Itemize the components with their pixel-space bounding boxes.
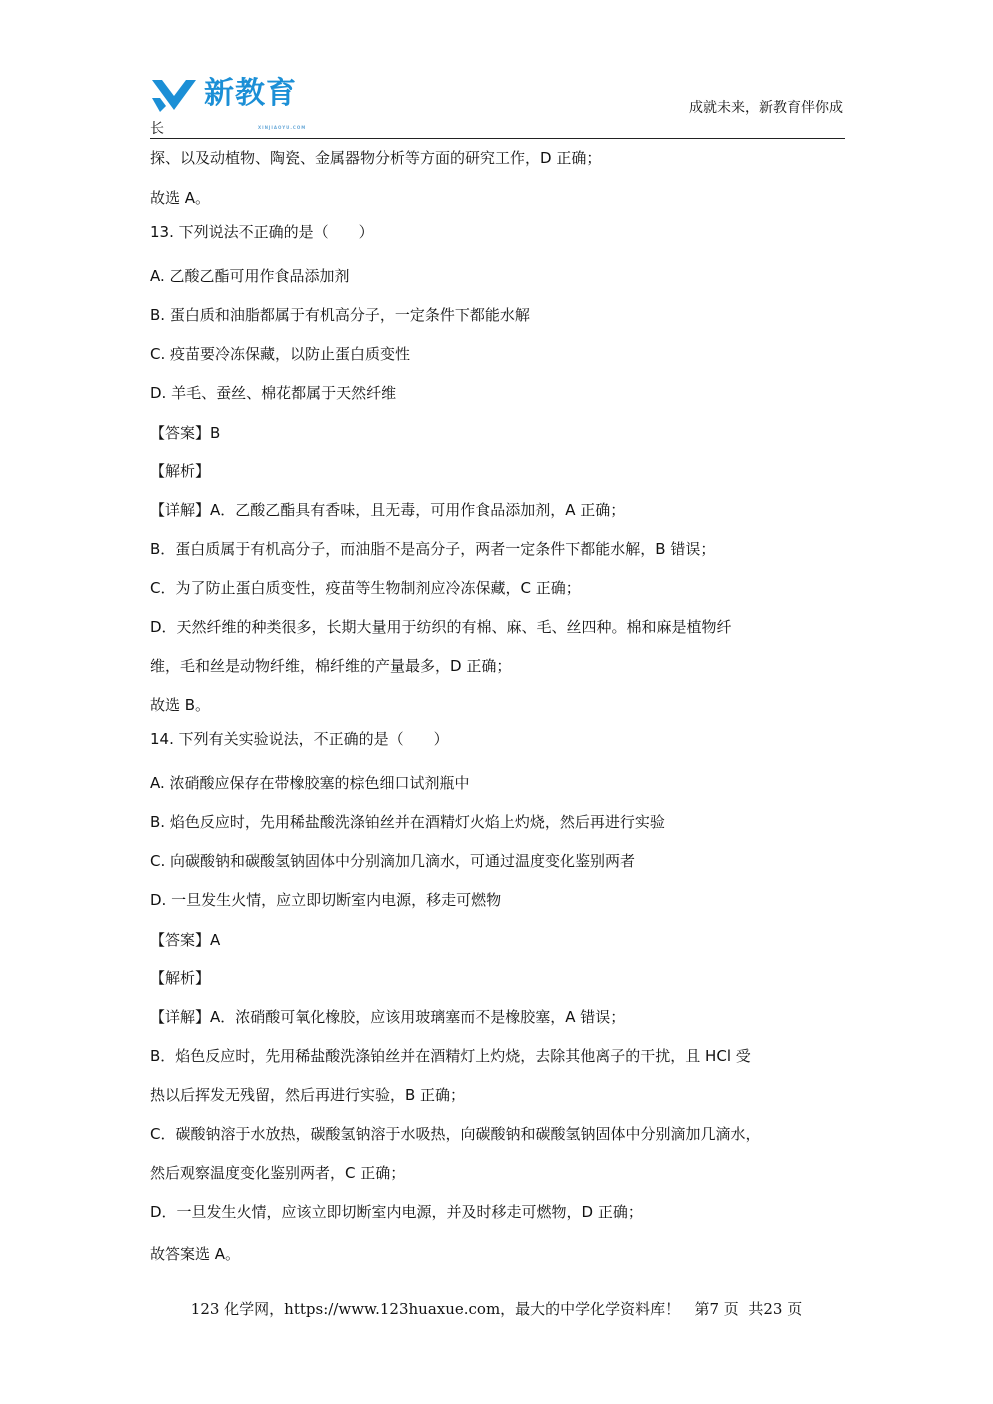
text-line: 故答案选 A。 xyxy=(150,1245,241,1263)
question-14: 14. 下列有关实验说法，不正确的是（ ） xyxy=(150,730,449,748)
option-d: D. 羊毛、蚕丝、棉花都属于天然纤维 xyxy=(150,384,397,402)
analysis-label: 【解析】 xyxy=(150,462,211,480)
footer-site: 123 化学网，https://www.123huaxue.com，最大的中学化学资料库！ xyxy=(190,1300,681,1318)
text-line: 故选 A。 xyxy=(150,189,211,207)
detail-line: 维，毛和丝是动物纤维，棉纤维的产量最多，D 正确； xyxy=(150,657,512,675)
footer-page-number: 第7 页 共23 页 xyxy=(694,1300,803,1318)
option-a: A. 浓硝酸应保存在带橡胶塞的棕色细口试剂瓶中 xyxy=(150,774,470,792)
brand-logo xyxy=(150,72,307,130)
detail-line: C．为了防止蛋白质变性，疫苗等生物制剂应冷冻保藏，C 正确； xyxy=(150,579,581,597)
option-c: C. 疫苗要冷冻保藏，以防止蛋白质变性 xyxy=(150,345,411,363)
question-13: 13. 下列说法不正确的是（ ） xyxy=(150,223,374,241)
option-c: C. 向碳酸钠和碳酸氢钠固体中分别滴加几滴水，可通过温度变化鉴别两者 xyxy=(150,852,636,870)
header-divider xyxy=(150,138,845,139)
detail-line: 【详解】A．乙酸乙酯具有香味，且无毒，可用作食品添加剂，A 正确； xyxy=(150,501,626,519)
detail-line: C．碳酸钠溶于水放热，碳酸氢钠溶于水吸热，向碳酸钠和碳酸氢钠固体中分别滴加几滴水， xyxy=(150,1125,761,1143)
header-slogan: 成就未来，新教育伴你成 xyxy=(689,100,843,116)
answer-label: 【答案】A xyxy=(150,931,221,949)
logo-mark-icon xyxy=(150,74,198,114)
detail-line: D．一旦发生火情，应该立即切断室内电源，并及时移走可燃物，D 正确； xyxy=(150,1203,643,1221)
detail-line: B．蛋白质属于有机高分子，而油脂不是高分子，两者一定条件下都能水解，B 错误； xyxy=(150,540,716,558)
analysis-label: 【解析】 xyxy=(150,969,211,987)
detail-line: 然后观察温度变化鉴别两者，C 正确； xyxy=(150,1164,406,1182)
option-b: B. 蛋白质和油脂都属于有机高分子，一定条件下都能水解 xyxy=(150,306,530,324)
option-a: A. 乙酸乙酯可用作食品添加剂 xyxy=(150,267,350,285)
logo-subtext: XINJIAOYU.COM xyxy=(258,125,307,130)
text-line: 探、以及动植物、陶瓷、金属器物分析等方面的研究工作，D 正确； xyxy=(150,149,602,167)
answer-label: 【答案】B xyxy=(150,424,221,442)
text-line: 故选 B。 xyxy=(150,696,211,714)
option-b: B. 焰色反应时，先用稀盐酸洗涤铂丝并在酒精灯火焰上灼烧，然后再进行实验 xyxy=(150,813,665,831)
detail-line: 【详解】A．浓硝酸可氧化橡胶，应该用玻璃塞而不是橡胶塞，A 错误； xyxy=(150,1008,626,1026)
logo-text: 新教育 XINJIAOYU.COM xyxy=(204,78,297,110)
detail-line: D．天然纤维的种类很多，长期大量用于纺织的有棉、麻、毛、丝四种。棉和麻是植物纤 xyxy=(150,618,732,636)
option-d: D. 一旦发生火情，应立即切断室内电源，移走可燃物 xyxy=(150,891,502,909)
header-slogan-wrap: 长 xyxy=(150,121,164,137)
detail-line: 热以后挥发无残留，然后再进行实验，B 正确； xyxy=(150,1086,466,1104)
page-footer xyxy=(0,1298,993,1319)
detail-line: B．焰色反应时，先用稀盐酸洗涤铂丝并在酒精灯上灼烧，去除其他离子的干扰，且 HCl 受 xyxy=(150,1047,751,1065)
